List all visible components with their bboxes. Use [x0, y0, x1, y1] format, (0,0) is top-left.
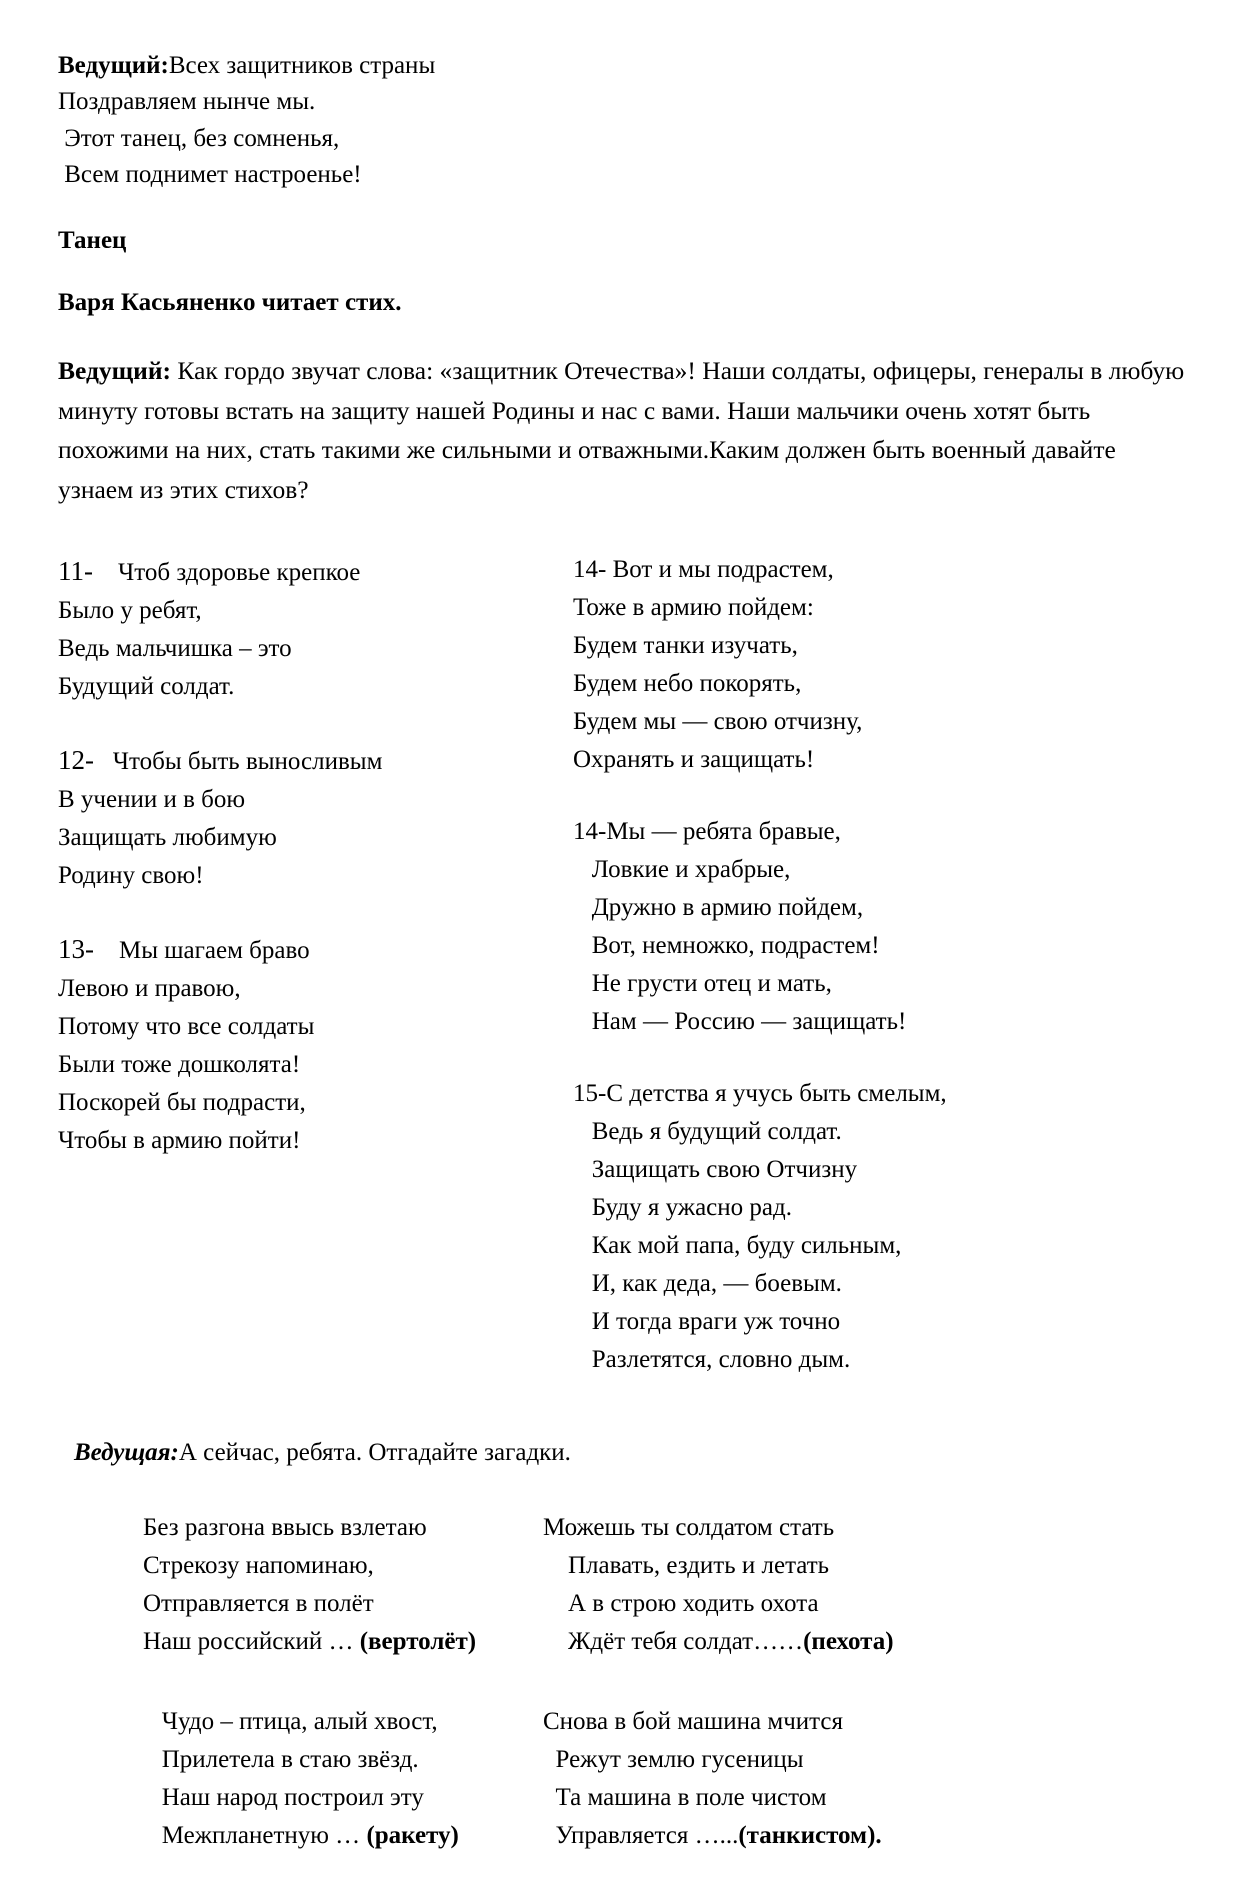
poem-11-number: 11-: [58, 556, 93, 587]
riddle-helicopter-line-1: Без разгона ввысь взлетаю: [143, 1514, 427, 1542]
dance-heading: Танец: [58, 227, 127, 254]
poem-15-line-5: Как мой папа, буду сильным,: [573, 1232, 902, 1260]
poem-14b-line-2: Ловкие и храбрые,: [573, 856, 791, 884]
spacer: [58, 193, 1196, 227]
poem-13-line-5: Поскорей бы подрасти,: [58, 1089, 306, 1117]
riddle-infantry: [543, 1509, 1128, 1661]
poem-15-line-6: И, как деда, — боевым.: [573, 1270, 842, 1298]
poem-14a-number: 14-: [573, 556, 607, 584]
riddles-columns: [58, 1509, 1196, 1897]
poem-14b-line-5: Не грусти отец и мать,: [573, 970, 832, 998]
riddle-infantry-answer: (пехота): [803, 1628, 894, 1656]
spacer: [58, 317, 1196, 351]
riddle-helicopter-line-2: Стрекозу напоминаю,: [143, 1552, 374, 1580]
intro-speaker-label: Ведущий:: [58, 52, 169, 79]
hostess-text: А сейчас, ребята. Отгадайте загадки.: [178, 1439, 571, 1467]
poem-15-number: 15-: [573, 1080, 607, 1108]
riddle-rocket-line-4: Межпланетную …: [143, 1822, 367, 1850]
poem-15-line-2: Ведь я будущий солдат.: [573, 1118, 842, 1146]
poem-15-line-7: И тогда враги уж точно: [573, 1308, 841, 1336]
riddle-infantry-line-2: Плавать, ездить и летать: [543, 1552, 830, 1580]
riddle-tankman-line-3: Та машина в поле чистом: [543, 1784, 827, 1812]
narrator-text: Как гордо звучат слова: «защитник Отечества»! Наши солдаты, офицеры, генералы в любую минуту готовы встать на защиту нашей Родины и нас с вами. Наши мальчики очень хотят быть похожими на них, стать такими же сильными и отважными.Каким должен быть военный давайте узнаем из этих стихов?: [58, 356, 1185, 504]
spacer: [58, 255, 1196, 289]
riddle-rocket-line-1: Чудо – птица, алый хвост,: [143, 1708, 438, 1736]
riddle-infantry-line-4: Ждёт тебя солдат……: [543, 1628, 804, 1656]
narrator-paragraph: [58, 351, 1196, 509]
poem-15-line-4: Буду я ужасно рад.: [573, 1194, 792, 1222]
poem-12-line-2: В учении и в бою: [58, 786, 246, 814]
riddle-helicopter-line-3: Отправляется в полёт: [143, 1590, 374, 1618]
poem-14b-line-6: Нам — Россию — защищать!: [573, 1008, 907, 1036]
poem-12-line-4: Родину свою!: [58, 862, 204, 890]
poem-13-number: 13-: [58, 934, 94, 965]
riddle-tankman-line-2: Режут землю гусеницы: [543, 1746, 804, 1774]
riddle-rocket-line-2: Прилетела в стаю звёзд.: [143, 1746, 419, 1774]
poem-13-line-2: Левою и правою,: [58, 975, 241, 1003]
intro-line-1: Всех защитников страны: [168, 52, 436, 79]
poem-12-line-3: Защищать любимую: [58, 824, 277, 852]
poem-14a-line-5: Будем мы — свою отчизну,: [573, 708, 863, 736]
poem-11-line-2: Было у ребят,: [58, 597, 202, 625]
poem-columns: [58, 551, 1196, 1413]
poem-14b-number: 14-: [573, 818, 607, 846]
poem-13: [58, 929, 558, 1160]
intro-line-4: Всем поднимет настроенье!: [58, 160, 362, 188]
intro-line-2: Поздравляем нынче мы.: [58, 88, 316, 116]
poem-12-number: 12-: [58, 745, 94, 776]
poem-15-line-1: С детства я учусь быть смелым,: [606, 1080, 947, 1108]
poem-14b: [573, 813, 1173, 1041]
poem-column-right: [558, 551, 1173, 1413]
poem-11: [58, 551, 558, 706]
riddle-tankman-line-1: Снова в бой машина мчится: [543, 1708, 843, 1736]
poem-15: [573, 1075, 1173, 1379]
riddle-helicopter-line-4: Наш российский …: [143, 1628, 360, 1656]
poem-14a-line-3: Будем танки изучать,: [573, 632, 798, 660]
intro-block: [58, 48, 1196, 193]
riddle-column-right: [528, 1509, 1128, 1897]
riddle-rocket-line-3: Наш народ построил эту: [143, 1784, 424, 1812]
poem-12: [58, 740, 558, 895]
riddle-tankman-line-4: Управляется …...: [543, 1822, 739, 1850]
poem-14a-line-6: Охранять и защищать!: [573, 746, 815, 774]
poem-14b-line-4: Вот, немножко, подрастем!: [573, 932, 880, 960]
riddle-tankman-answer: (танкистом).: [738, 1822, 882, 1850]
poem-13-line-3: Потому что все солдаты: [58, 1013, 315, 1041]
poem-13-line-6: Чтобы в армию пойти!: [58, 1127, 301, 1155]
intro-line-3: Этот танец, без сомненья,: [58, 124, 340, 152]
poem-14a-line-4: Будем небо покорять,: [573, 670, 802, 698]
riddle-tankman: [543, 1703, 1128, 1855]
recital-heading: Варя Касьяненко читает стих.: [58, 289, 402, 316]
spacer: [58, 1467, 1196, 1509]
poem-11-line-3: Ведь мальчишка – это: [58, 635, 292, 663]
poem-11-line-4: Будущий солдат.: [58, 673, 235, 701]
riddle-column-left: [58, 1509, 528, 1897]
poem-13-line-1: Мы шагаем браво: [94, 937, 310, 965]
narrator-speaker-label: Ведущий:: [58, 356, 172, 385]
poem-12-line-1: Чтобы быть выносливым: [94, 748, 383, 776]
riddle-infantry-line-1: Можешь ты солдатом стать: [543, 1514, 835, 1542]
poem-15-line-8: Разлетятся, словно дым.: [573, 1346, 851, 1374]
spacer: [58, 1413, 1196, 1439]
riddle-rocket: [143, 1703, 528, 1855]
poem-13-line-4: Были тоже дошколята!: [58, 1051, 301, 1079]
poem-14b-line-3: Дружно в армию пойдем,: [573, 894, 864, 922]
poem-15-line-3: Защищать свою Отчизну: [573, 1156, 858, 1184]
poem-14a-line-2: Тоже в армию пойдем:: [573, 594, 814, 622]
poem-column-left: [58, 551, 558, 1194]
poem-14a: [573, 551, 1173, 779]
poem-14a-line-1: Вот и мы подрастем,: [606, 556, 834, 584]
riddle-helicopter-answer: (вертолёт): [359, 1628, 477, 1656]
riddle-helicopter: [143, 1509, 528, 1661]
hostess-line: [58, 1439, 1196, 1467]
spacer: [58, 509, 1196, 551]
hostess-speaker-label: Ведущая:: [74, 1439, 179, 1467]
riddle-rocket-answer: (ракету): [366, 1822, 459, 1850]
poem-14b-line-1: Мы — ребята бравые,: [606, 818, 841, 846]
poem-11-line-1: Чтоб здоровье крепкое: [93, 559, 361, 587]
riddle-infantry-line-3: А в строю ходить охота: [543, 1590, 819, 1618]
